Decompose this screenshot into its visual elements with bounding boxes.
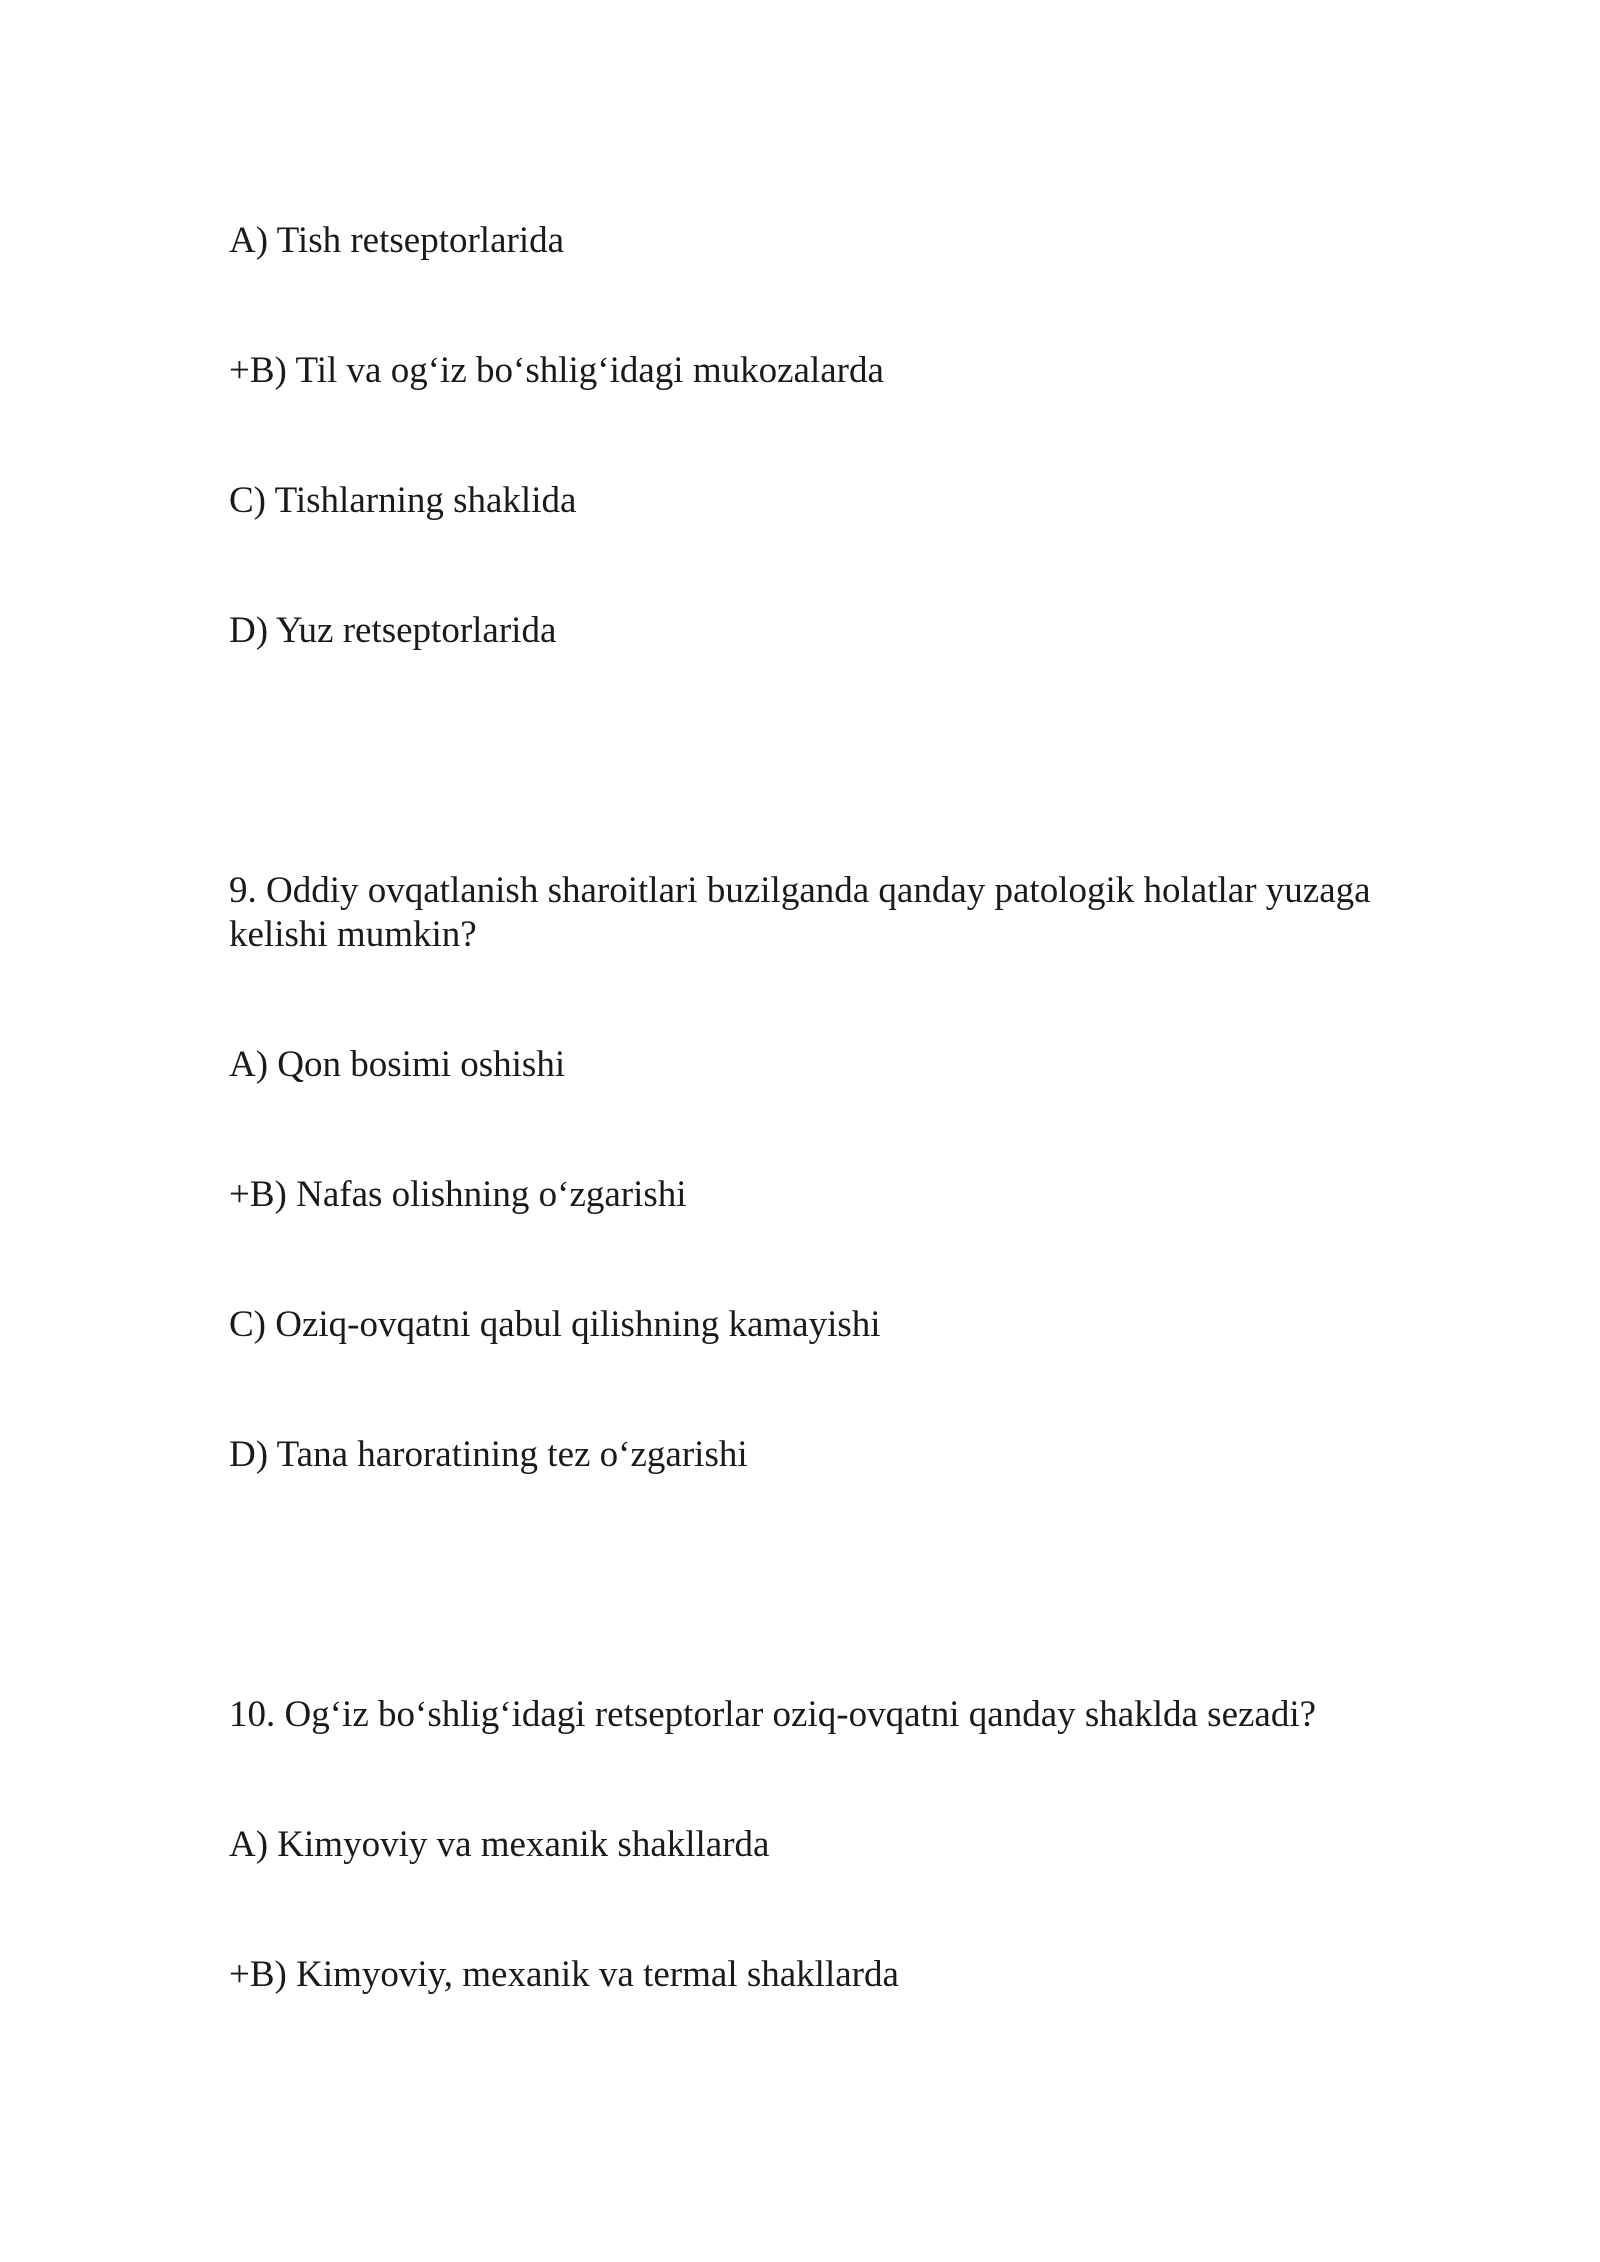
q9-question-line-2: kelishi mumkin? <box>229 914 477 955</box>
q9-question-line-1: 9. Oddiy ovqatlanish sharoitlari buzilganda qanday patologik holatlar yuzaga <box>229 870 1371 911</box>
q9-option-d: D) Tana haroratining tez o‘zgarishi <box>229 1434 748 1475</box>
q9-option-c: C) Oziq-ovqatni qabul qilishning kamayishi <box>229 1304 881 1345</box>
q10-question: 10. Og‘iz bo‘shlig‘idagi retseptorlar oziq-ovqatni qanday shaklda sezadi? <box>229 1694 1317 1735</box>
q10-option-a: A) Kimyoviy va mexanik shakllarda <box>229 1824 770 1865</box>
q9-option-a: A) Qon bosimi oshishi <box>229 1044 566 1085</box>
q8-option-c: C) Tishlarning shaklida <box>229 480 577 521</box>
q10-option-b: +B) Kimyoviy, mexanik va termal shakllarda <box>229 1954 899 1995</box>
q8-option-d: D) Yuz retseptorlarida <box>229 610 557 651</box>
q9-option-b: +B) Nafas olishning o‘zgarishi <box>229 1174 687 1215</box>
q8-option-b: +B) Til va og‘iz bo‘shlig‘idagi mukozalarda <box>229 350 884 391</box>
q8-option-a: A) Tish retseptorlarida <box>229 220 565 261</box>
